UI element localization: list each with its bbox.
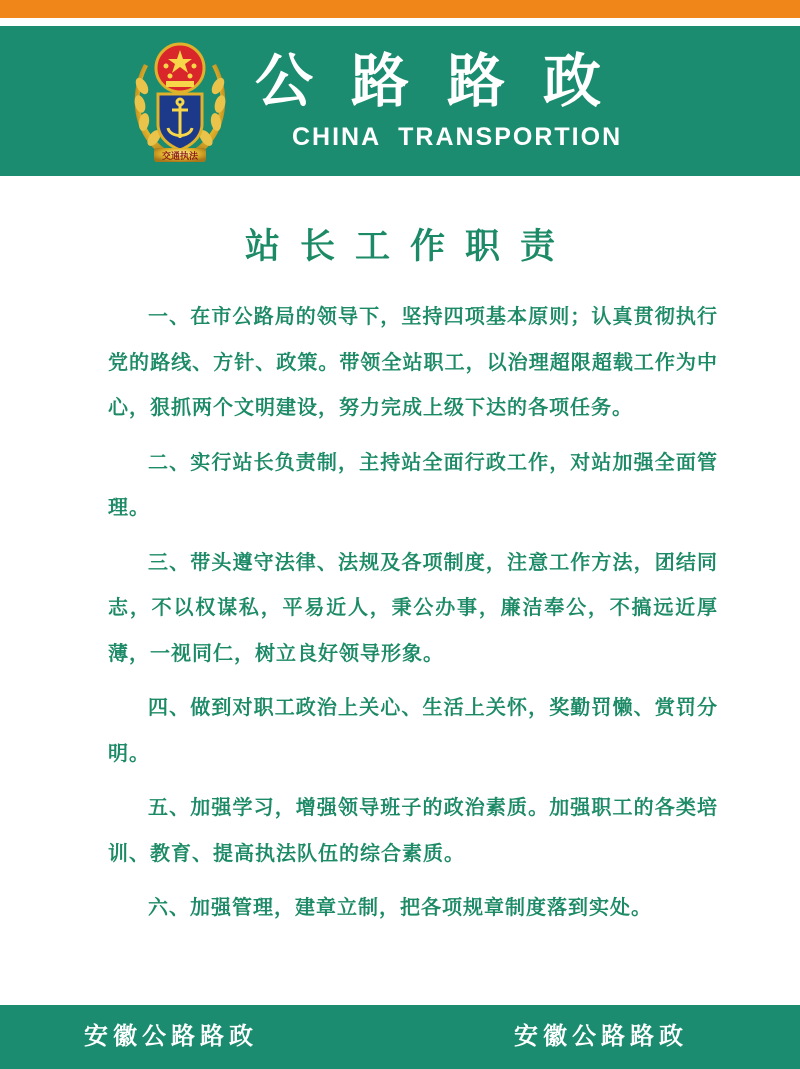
header-title-en: CHINA TRANSPORTION [292, 123, 623, 151]
duty-paragraph-3: 三、带头遵守法律、法规及各项制度，注意工作方法，团结同志，不以权谋私，平易近人，秉公办事，廉洁奉公，不搞远近厚薄，一视同仁，树立良好领导形象。 [108, 549, 718, 665]
footer-org-left: 安徽公路路政 [84, 1022, 258, 1050]
document-title: 站长工作职责 [244, 227, 575, 267]
duty-paragraph-6: 六、加强管理，建章立制，把各项规章制度落到实处。 [148, 895, 652, 919]
top-orange-stripe [0, 0, 800, 18]
traffic-enforcement-emblem-icon [130, 36, 230, 168]
duty-paragraph-4: 四、做到对职工政治上关心、生活上关怀，奖勤罚懒、赏罚分明。 [108, 695, 718, 765]
duty-paragraph-5: 五、加强学习，增强领导班子的政治素质。加强职工的各类培训、教育、提高执法队伍的综合素质。 [108, 795, 718, 865]
footer-banner [0, 1005, 800, 1069]
header-banner [0, 26, 800, 176]
header-title-cn: 公路路政 [255, 47, 640, 115]
svg-text:交通执法: 交通执法 [161, 152, 199, 162]
document-body [108, 294, 718, 940]
duty-paragraph-2: 二、实行站长负责制，主持站全面行政工作，对站加强全面管理。 [108, 449, 718, 519]
top-divider [0, 18, 800, 26]
footer-org-right: 安徽公路路政 [514, 1022, 688, 1050]
duty-paragraph-1: 一、在市公路局的领导下，坚持四项基本原则；认真贯彻执行党的路线、方针、政策。带领全站职工，以治理超限超载工作为中心，狠抓两个文明建设，努力完成上级下达的各项任务。 [108, 304, 718, 419]
